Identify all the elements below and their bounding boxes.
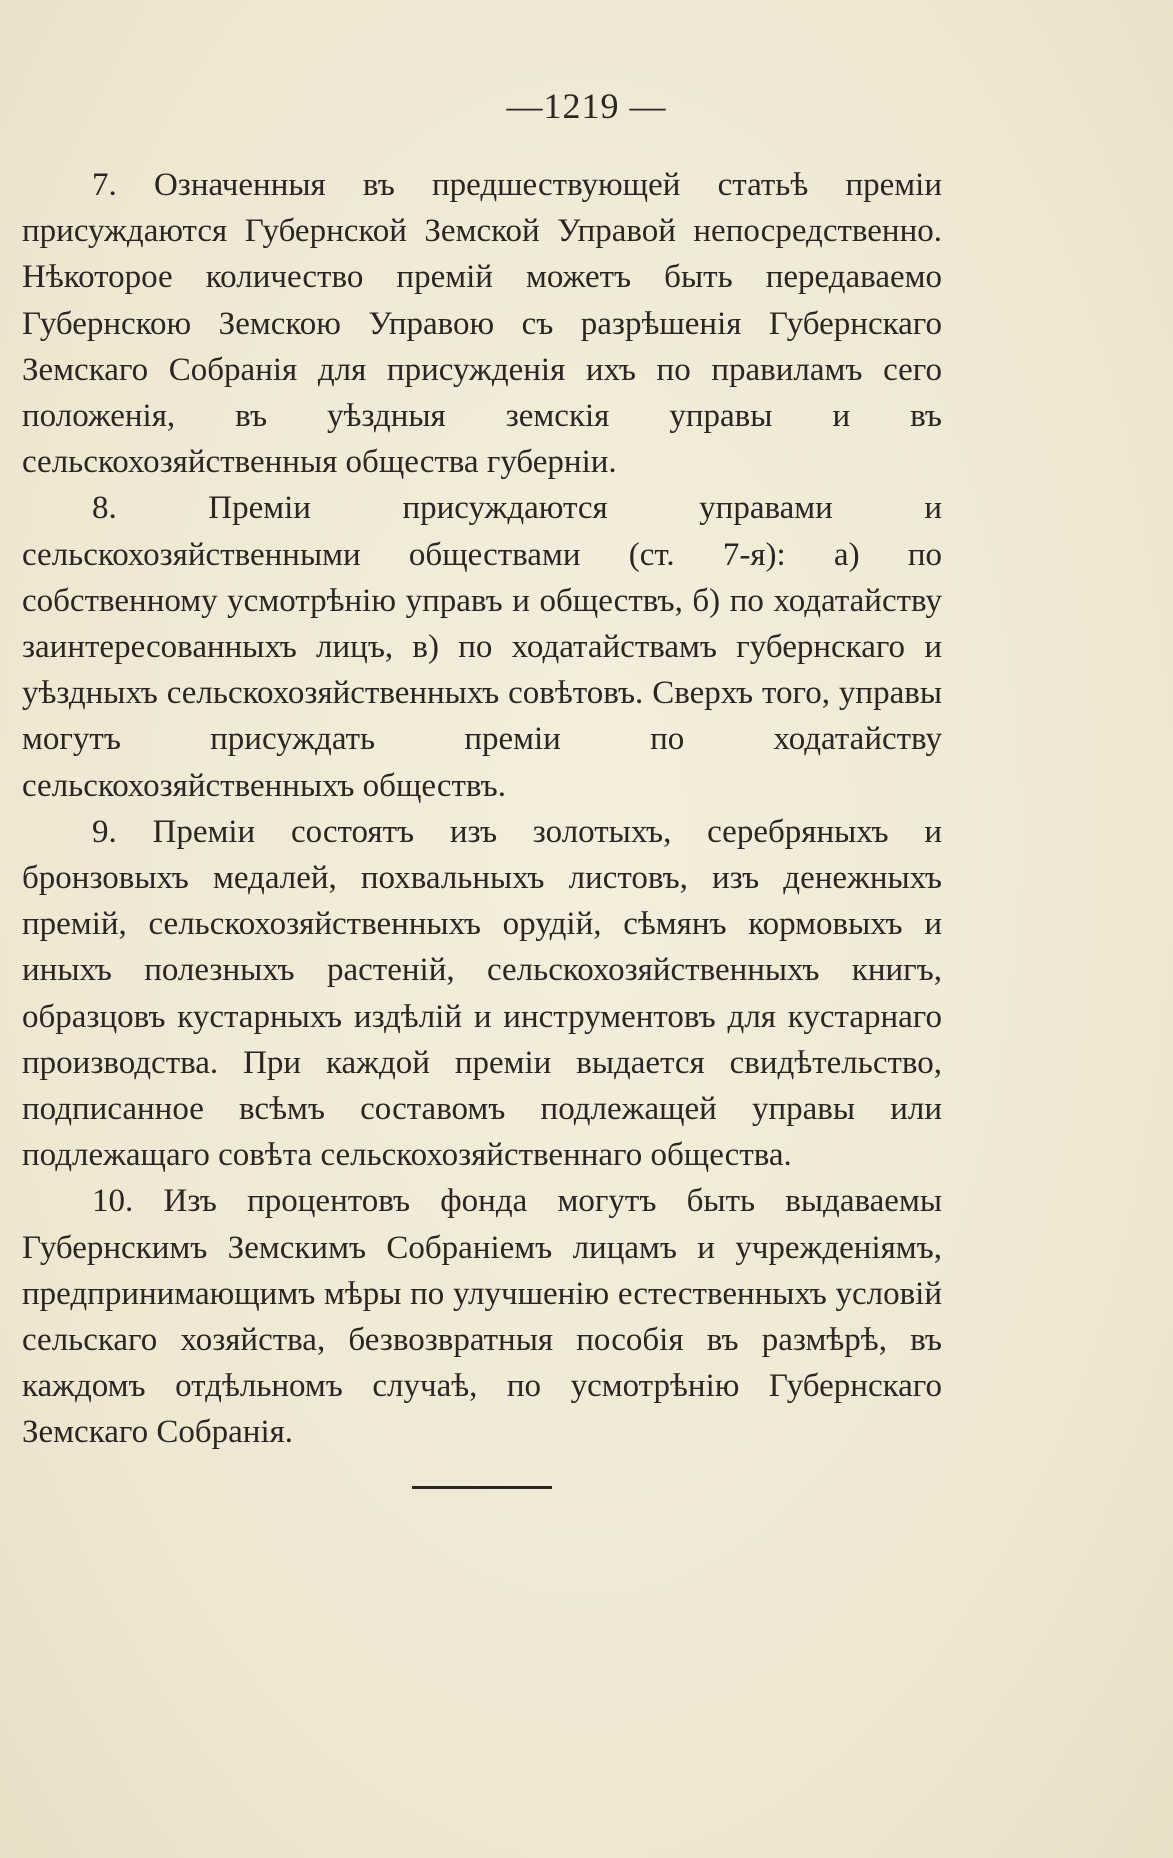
page-number: —1219 — xyxy=(506,86,667,126)
paragraph-7: 7. Означенныя въ предшествующей статьѣ преміи присуждаются Губернской Земской Управой непосредственно. Нѣкоторое количество премій можетъ быть передаваемо Губернскою Земскою Управою съ разрѣшенія Губернскаго Земскаго Собранія для присужденія ихъ по правиламъ сего положенія, въ уѣздныя земскія управы и въ сельскохозяйственныя общества губерніи. xyxy=(22,167,942,481)
paragraph-9: 9. Преміи состоятъ изъ золотыхъ, серебряныхъ и бронзовыхъ медалей, похвальныхъ листовъ, изъ денежныхъ премій, сельскохозяйственныхъ орудій, сѣмянъ кормовыхъ и иныхъ полезныхъ растеній, сельскохозяйственныхъ книгъ, образцовъ кустарныхъ издѣлій и инструментовъ для кустарнаго производства. При каждой преміи выдается свидѣтельство, подписанное всѣмъ составомъ подлежащей управы или подлежащаго совѣта сельскохозяйственнаго общества. xyxy=(22,813,942,1174)
paragraph-8: 8. Преміи присуждаются управами и сельскохозяйственными обществами (ст. 7-я): а) по собственному усмотрѣнію управъ и обществъ, б) по ходатайству заинтересованныхъ лицъ, в) по ходатайствамъ губернскаго и уѣздныхъ сельскохозяйственныхъ совѣтовъ. Сверхъ того, управы могутъ присуждать преміи по ходатайству сельскохозяйственныхъ обществъ. xyxy=(22,490,942,804)
body-text xyxy=(22,162,942,1456)
end-rule xyxy=(412,1486,552,1489)
paragraph-10: 10. Изъ процентовъ фонда могутъ быть выдаваемы Губернскимъ Земскимъ Собраніемъ лицамъ и учрежденіямъ, предпринимающимъ мѣры по улучшенію естественныхъ условій сельскаго хозяйства, безвозвратныя пособія въ размѣрѣ, въ каждомъ отдѣльномъ случаѣ, по усмотрѣнію Губернскаго Земскаго Собранія. xyxy=(22,1183,942,1451)
